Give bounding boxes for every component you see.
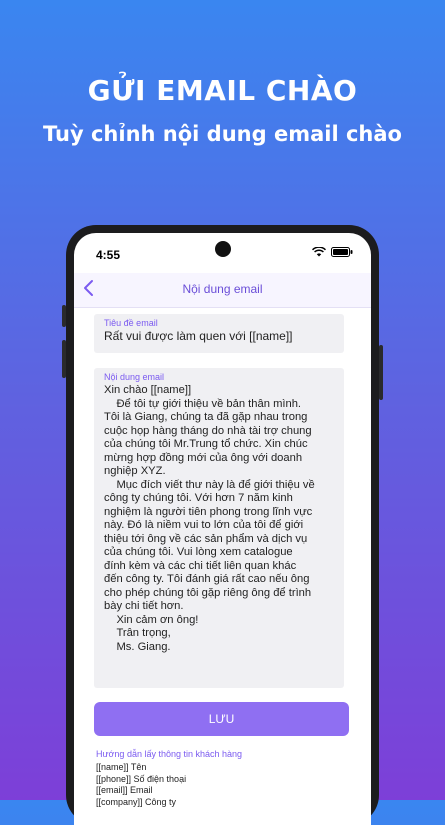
- content-field[interactable]: [94, 368, 344, 688]
- wifi-icon: [312, 247, 326, 257]
- content-textarea[interactable]: Xin chào [[name]] Để tôi tự giới thiệu về bản thân mình. Tôi là Giang, chúng ta đã gặp nhau trong cuộc họp hàng tháng do nhà tài trợ chung của chúng tôi Mr.Trung tổ chức. Xin chúc mừng hợp đồng mới của ông với doanh nghiệp XYZ. Mục đích viết thư này là để giới thiệu về công ty chúng tôi. Với hơn 7 năm kinh nghiệm là người tiên phong trong lĩnh vực này. Đó là niềm vui to lớn của tôi để giới thiệu tới ông về các sản phẩm và dịch vụ của chúng tôi. Vui lòng xem catalogue đính kèm và các chi tiết liên quan khác đến công ty. Tôi đánh giá rất cao nếu ông cho phép chúng tôi gặp riêng ông để trình bày chi tiết hơn. Xin cảm ơn ông! Trân trọng, Ms. Giang.: [104, 384, 315, 653]
- guide-title: Hướng dẫn lấy thông tin khách hàng: [96, 749, 243, 759]
- guide-item-phone: [[phone]] Số điện thoại: [96, 773, 187, 784]
- promo-title: GỬI EMAIL CHÀO: [87, 74, 358, 107]
- phone-power-button: [379, 345, 383, 400]
- phone-frame: [66, 225, 379, 825]
- save-button[interactable]: LƯU: [94, 702, 349, 736]
- guide-item-email: [[email]] Email: [96, 785, 153, 795]
- status-icons: [312, 247, 353, 257]
- subject-input[interactable]: Rất vui được làm quen với [[name]]: [104, 329, 293, 343]
- guide-item-name: [[name]] Tên: [96, 762, 147, 772]
- nav-title: Nội dung email: [182, 282, 263, 296]
- subject-field[interactable]: [94, 314, 344, 353]
- battery-icon: [331, 247, 353, 257]
- guide-item-company: [[company]] Công ty: [96, 796, 177, 807]
- content-label: Nội dung email: [104, 372, 165, 382]
- phone-mute-button: [62, 305, 66, 327]
- nav-bar: [74, 273, 371, 308]
- guide-section: [96, 749, 242, 808]
- status-bar: [74, 233, 371, 273]
- phone-screen: [74, 233, 371, 825]
- phone-volume-button: [62, 340, 66, 378]
- subject-label: Tiêu đề email: [104, 318, 158, 328]
- promo-subtitle: Tuỳ chỉnh nội dung email chào: [43, 122, 402, 146]
- camera-notch: [215, 241, 231, 257]
- status-time: 4:55: [96, 248, 121, 262]
